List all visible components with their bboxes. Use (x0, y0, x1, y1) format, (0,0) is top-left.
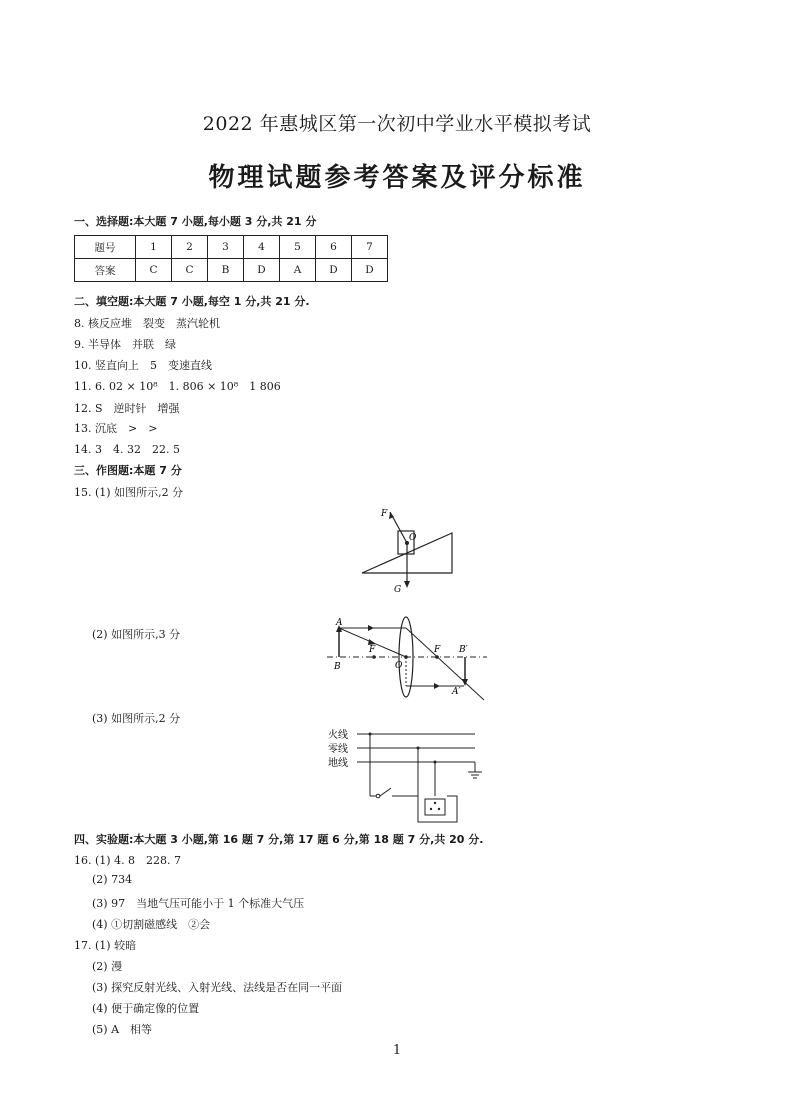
socket-hole (430, 808, 432, 810)
answer-line: (3) 97 当地气压可能小于 1 个标准大气压 (92, 897, 305, 910)
question-number: 1 (136, 236, 172, 259)
table-row-label: 题号 (75, 236, 136, 259)
question-number: 6 (316, 236, 352, 259)
section3-heading: 三、作图题:本题 7 分 (74, 464, 182, 477)
question-number: 7 (352, 236, 388, 259)
table-row (75, 236, 388, 259)
answer-key-title: 物理试题参考答案及评分标准 (208, 163, 586, 193)
section1-heading: 一、选择题:本大题 7 小题,每小题 3 分,共 21 分 (74, 215, 317, 228)
answer-cell: C (172, 259, 208, 282)
answer-cell: C (136, 259, 172, 282)
answer-line: 15. (1) 如图所示,2 分 (74, 486, 184, 499)
label-ground-wire: 地线 (328, 758, 348, 769)
table-row (75, 259, 388, 282)
exam-title: 2022 年惠城区第一次初中学业水平模拟考试 (202, 113, 592, 135)
switch-blade (380, 788, 391, 796)
answer-cell: D (316, 259, 352, 282)
socket-box (425, 799, 445, 815)
answer-cell: A (280, 259, 316, 282)
section2-heading: 二、填空题:本大题 7 小题,每空 1 分,共 21 分. (74, 295, 310, 308)
label-neutral-wire: 零线 (328, 744, 348, 755)
label-o: O (395, 661, 403, 671)
answer-line: 9. 半导体 并联 绿 (74, 338, 176, 351)
answer-line: (5) A 相等 (92, 1023, 153, 1036)
question-number: 2 (172, 236, 208, 259)
table-row-label: 答案 (75, 259, 136, 282)
question-number: 4 (244, 236, 280, 259)
label-f-right: F (434, 645, 441, 655)
incline-force-diagram (350, 500, 470, 595)
answer-line: 11. 6. 02 × 10⁸ 1. 806 × 10⁸ 1 806 (74, 380, 281, 393)
socket-hole (438, 808, 440, 810)
arrowhead-icon (434, 683, 440, 689)
refracted-ray (406, 628, 484, 700)
optical-center-dot (404, 655, 408, 659)
answer-line: (2) 漫 (92, 960, 123, 973)
label-f-left: F (369, 645, 376, 655)
answer-line: (4) 便于确定像的位置 (92, 1002, 200, 1015)
answer-line: (2) 734 (92, 873, 133, 886)
label-b: B (334, 662, 341, 672)
label-g: G (394, 585, 402, 595)
label-o: O (409, 533, 417, 543)
focus-dot (372, 655, 376, 659)
answer-line: 17. (1) 较暗 (74, 939, 137, 952)
switch-contact (376, 794, 380, 798)
arrowhead-icon (368, 625, 374, 631)
answer-line: (3) 如图所示,2 分 (92, 712, 181, 725)
answer-line: 13. 沉底 > > (74, 422, 158, 435)
question-number: 3 (208, 236, 244, 259)
socket-hole (434, 802, 436, 804)
answer-line: 12. S 逆时针 增强 (74, 402, 180, 415)
answer-line: 10. 竖直向上 5 变速直线 (74, 359, 212, 372)
answer-line: (3) 探究反射光线、入射光线、法线是否在同一平面 (92, 981, 343, 994)
choice-answer-table (74, 235, 388, 282)
answer-line: (4) ①切割磁感线 ②会 (92, 918, 211, 931)
lens-ray-diagram (322, 614, 494, 704)
answer-line: 8. 核反应堆 裂变 蒸汽轮机 (74, 317, 220, 330)
label-f: F (381, 509, 388, 519)
arrowhead-icon (404, 581, 410, 588)
question-number: 5 (280, 236, 316, 259)
label-live-wire: 火线 (328, 730, 348, 741)
label-a-prime: A′ (452, 687, 461, 697)
answer-cell: B (208, 259, 244, 282)
page-number: 1 (392, 1043, 402, 1058)
answer-line: 16. (1) 4. 8 228. 7 (74, 854, 182, 867)
label-a: A (336, 618, 343, 628)
label-b-prime: B′ (459, 645, 468, 655)
answer-line: (2) 如图所示,3 分 (92, 628, 181, 641)
focus-dot (435, 655, 439, 659)
answer-line: 14. 3 4. 32 22. 5 (74, 443, 180, 456)
socket-outline (418, 796, 457, 822)
answer-cell: D (244, 259, 280, 282)
answer-cell: D (352, 259, 388, 282)
section4-heading: 四、实验题:本大题 3 小题,第 16 题 7 分,第 17 题 6 分,第 18 题 7 分,共 20 分. (74, 833, 484, 846)
household-circuit-diagram (325, 724, 495, 826)
